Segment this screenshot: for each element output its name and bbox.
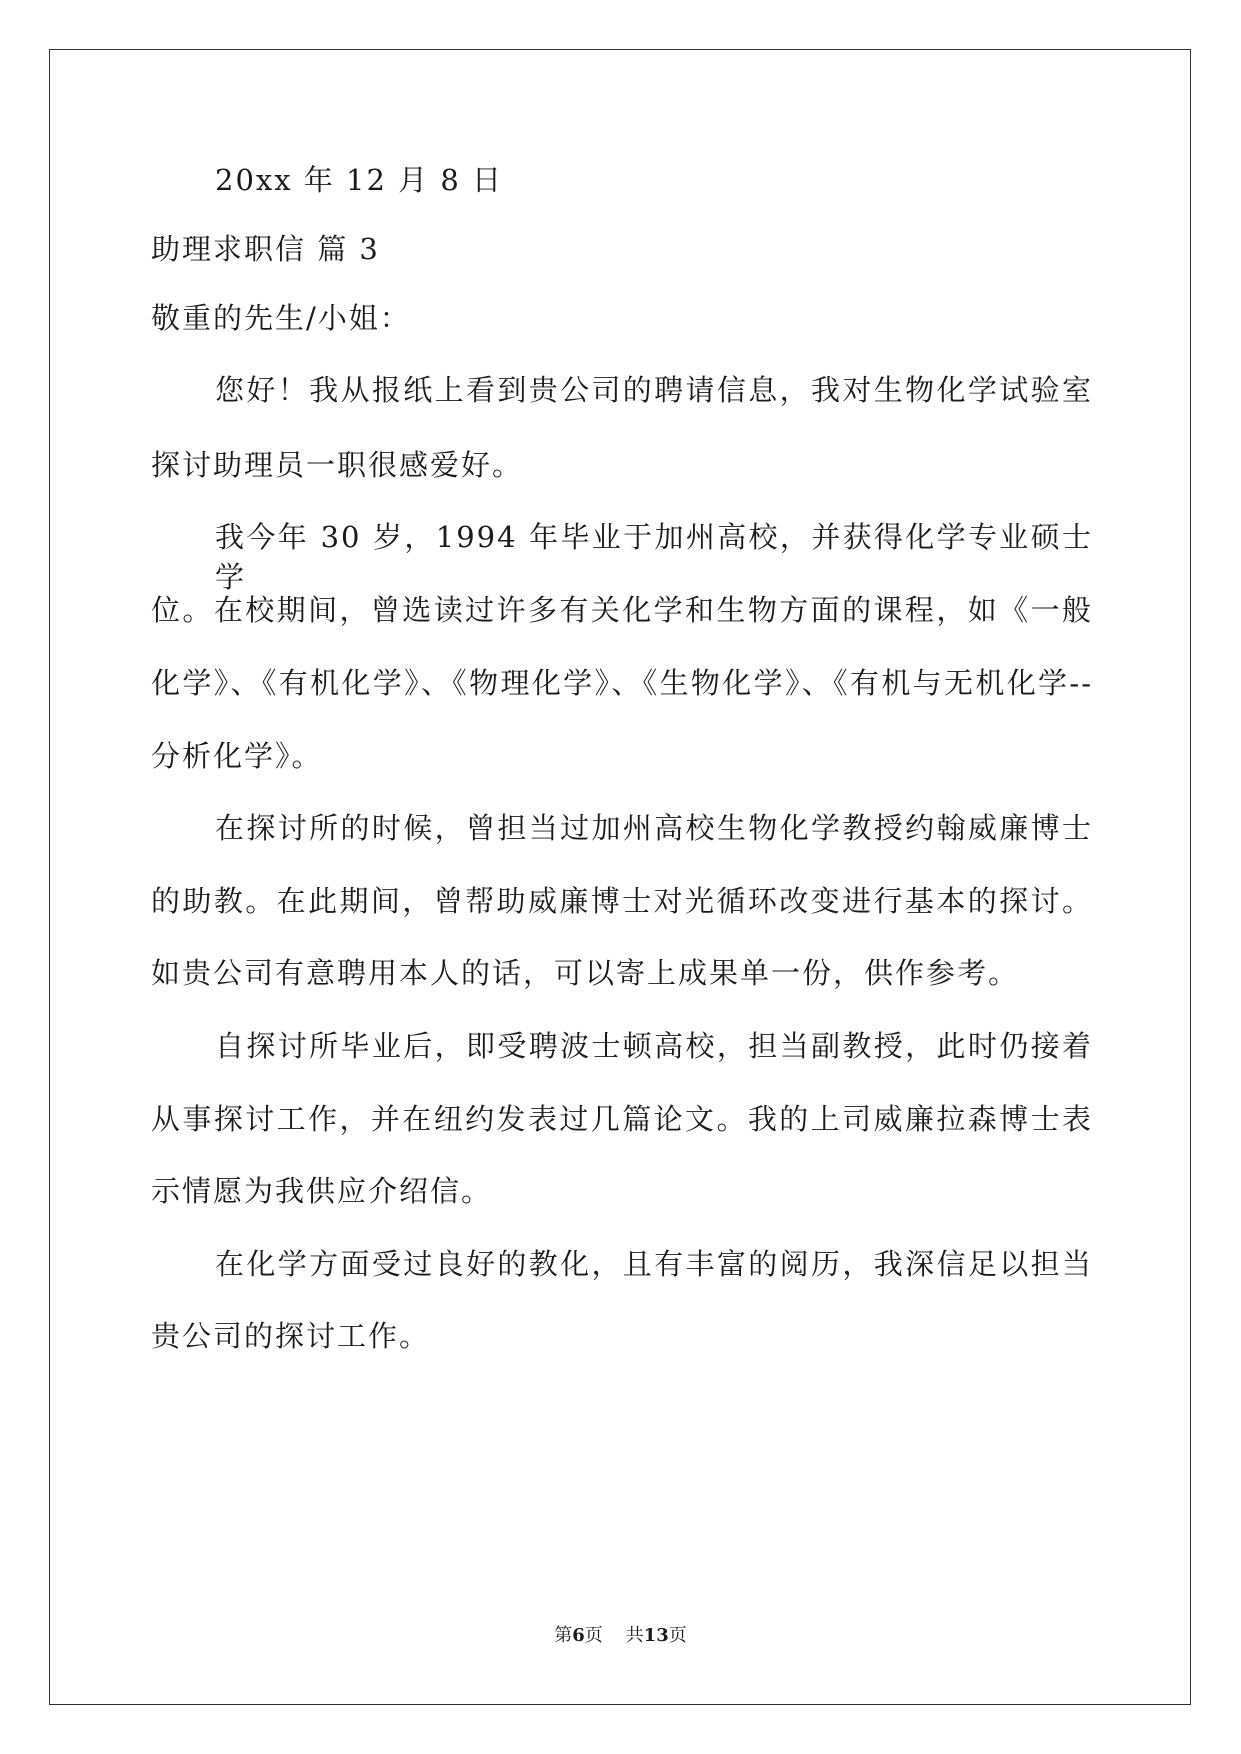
paragraph-1-line-2: 探讨助理员一职很感爱好。 [151,448,524,482]
paragraph-4-line-3: 示情愿为我供应介绍信。 [151,1174,493,1208]
paragraph-2-line-1: 我今年 30 岁，1994 年毕业于加州高校，并获得化学专业硕士学 [215,520,1093,594]
salutation: 敬重的先生/小姐： [151,301,411,335]
footer-page-unit: 页 [584,1625,603,1646]
page-footer [0,1621,1241,1647]
paragraph-2-line-3: 化学》、《有机化学》、《物理化学》、《生物化学》、《有机与无机化学-- [151,666,1093,700]
paragraph-1-line-1: 您好！我从报纸上看到贵公司的聘请信息，我对生物化学试验室 [215,373,1093,407]
paragraph-5-line-1: 在化学方面受过良好的教化，且有丰富的阅历，我深信足以担当 [215,1247,1093,1281]
paragraph-3-line-2: 的助教。在此期间，曾帮助威廉博士对光循环改变进行基本的探讨。 [151,884,1093,918]
footer-total-prefix: 共 [625,1625,644,1646]
footer-prefix: 第 [554,1625,573,1646]
paragraph-3-line-1: 在探讨所的时候，曾担当过加州高校生物化学教授约翰威廉博士 [215,811,1093,845]
paragraph-4-line-2: 从事探讨工作，并在纽约发表过几篇论文。我的上司威廉拉森博士表 [151,1102,1093,1136]
paragraph-5-line-2: 贵公司的探讨工作。 [151,1319,431,1353]
footer-current-page: 6 [572,1625,585,1646]
paragraph-2-line-4: 分析化学》。 [151,739,323,773]
footer-total-unit: 页 [668,1625,687,1646]
footer-total-pages: 13 [643,1625,669,1646]
section-title: 助理求职信 篇 3 [151,232,380,266]
paragraph-3-line-3: 如贵公司有意聘用本人的话，可以寄上成果单一份，供作参考。 [151,956,1020,990]
date-line: 20xx 年 12 月 8 日 [215,163,504,197]
paragraph-2-line-2: 位。在校期间，曾选读过许多有关化学和生物方面的课程，如《一般 [151,593,1093,627]
paragraph-4-line-1: 自探讨所毕业后，即受聘波士顿高校，担当副教授，此时仍接着 [215,1029,1093,1063]
